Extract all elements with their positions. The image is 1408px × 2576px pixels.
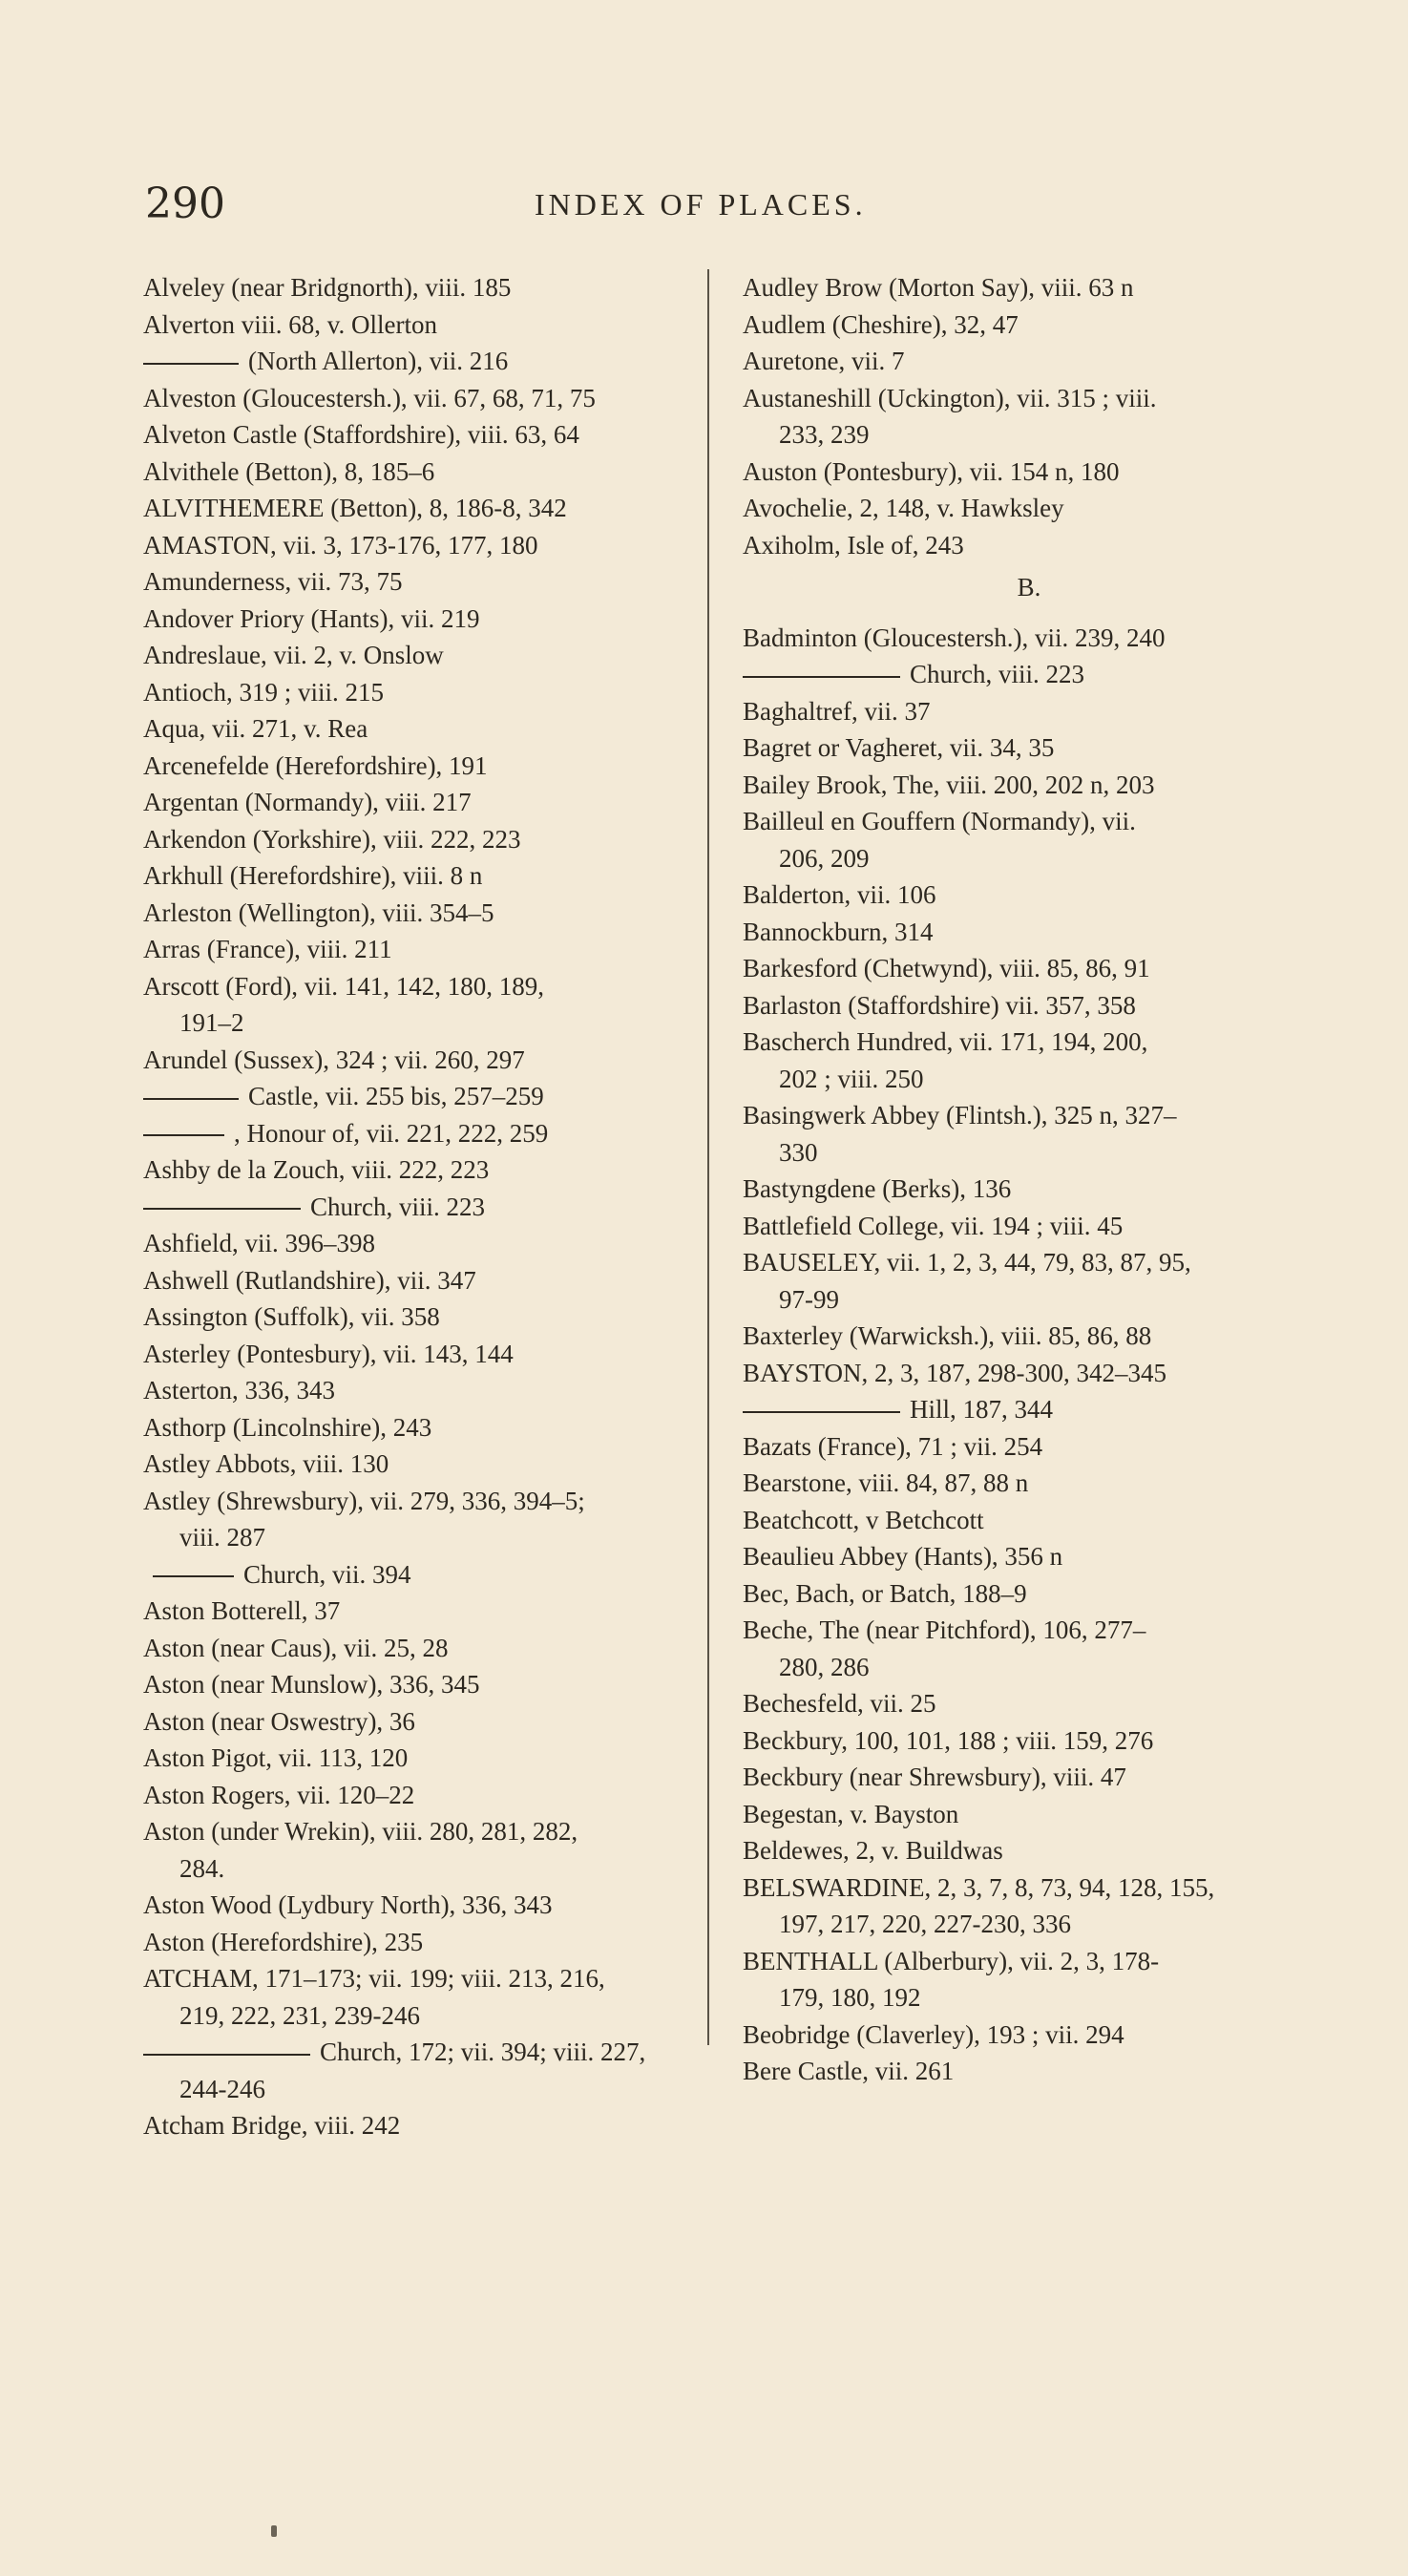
index-entry: viii. 287: [179, 1523, 266, 1552]
print-mark: [271, 2525, 277, 2537]
section-letter-heading: B.: [1017, 573, 1041, 602]
index-entry: Avochelie, 2, 148, v. Hawksley: [743, 494, 1064, 522]
index-entry: BAYSTON, 2, 3, 187, 298-300, 342–345: [743, 1358, 1167, 1387]
index-entry: Auretone, vii. 7: [743, 347, 905, 375]
index-entry: Aston Pigot, vii. 113, 120: [143, 1743, 409, 1772]
index-entry: Arcenefelde (Herefordshire), 191: [143, 750, 488, 780]
index-entry: Beckbury (near Shrewsbury), viii. 47: [743, 1763, 1126, 1791]
index-entry: Amunderness, vii. 73, 75: [143, 567, 403, 596]
index-entry: 206, 209: [779, 843, 870, 873]
index-entry: 197, 217, 220, 227-230, 336: [779, 1910, 1071, 1938]
index-entry: Church, viii. 223: [743, 656, 1315, 693]
index-entry: Bascherch Hundred, vii. 171, 194, 200,: [743, 1027, 1148, 1056]
index-entry: Baghaltref, vii. 37: [743, 696, 931, 726]
index-entry: 202 ; viii. 250: [779, 1064, 924, 1093]
ditto-rule: [143, 2054, 310, 2056]
ditto-rule: [143, 1098, 239, 1100]
index-entry: Church, vii. 394: [143, 1556, 702, 1594]
index-entry: 330: [779, 1137, 818, 1167]
left-column: [143, 269, 702, 2144]
index-entry: Asthorp (Lincolnshire), 243: [143, 1412, 432, 1442]
index-entry: BAUSELEY, vii. 1, 2, 3, 44, 79, 83, 87, 95,: [743, 1248, 1191, 1277]
ditto-rule: [743, 676, 900, 678]
index-entry: 280, 286: [779, 1652, 870, 1681]
index-entry: Beldewes, 2, v. Buildwas: [743, 1836, 1003, 1865]
index-entry: Arkendon (Yorkshire), viii. 222, 223: [143, 824, 521, 854]
index-entry: Aston (near Oswestry), 36: [143, 1706, 415, 1736]
index-entry: Bec, Bach, or Batch, 188–9: [743, 1578, 1027, 1608]
index-entry: Alverton viii. 68, v. Ollerton: [143, 309, 437, 339]
index-entry: Aston (under Wrekin), viii. 280, 281, 282,: [143, 1817, 578, 1846]
index-entry: Ashwell (Rutlandshire), vii. 347: [143, 1265, 476, 1295]
ditto-rule: [143, 1134, 224, 1136]
index-entry: Hill, 187, 344: [743, 1391, 1315, 1428]
index-entry: Church, 172; vii. 394; viii. 227,: [143, 2034, 702, 2071]
index-entry: Arleston (Wellington), viii. 354–5: [143, 897, 494, 927]
index-entry: Aston Botterell, 37: [143, 1596, 341, 1625]
index-entry: Asterley (Pontesbury), vii. 143, 144: [143, 1339, 514, 1368]
index-entry: (North Allerton), vii. 216: [143, 343, 702, 380]
index-entry: Beaulieu Abbey (Hants), 356 n: [743, 1542, 1063, 1571]
index-entry: Alveley (near Bridgnorth), viii. 185: [143, 273, 512, 302]
index-entry: , Honour of, vii. 221, 222, 259: [143, 1115, 702, 1152]
index-entry: Arscott (Ford), vii. 141, 142, 180, 189,: [143, 971, 544, 1001]
index-entry: Andover Priory (Hants), vii. 219: [143, 603, 480, 633]
index-entry: Beobridge (Claverley), 193 ; vii. 294: [743, 2019, 1124, 2049]
index-entry: 191–2: [179, 1008, 244, 1037]
index-entry: 97-99: [779, 1284, 839, 1314]
index-entry: Castle, vii. 255 bis, 257–259: [143, 1078, 702, 1115]
index-entry: Aqua, vii. 271, v. Rea: [143, 714, 368, 743]
index-entry: Bechesfeld, vii. 25: [743, 1689, 936, 1718]
index-entry: 284.: [179, 1853, 225, 1883]
index-entry: Bastyngdene (Berks), 136: [743, 1174, 1012, 1203]
index-entry: Andreslaue, vii. 2, v. Onslow: [143, 641, 444, 669]
index-entry: Arras (France), viii. 211: [143, 935, 392, 963]
index-entry: Bannockburn, 314: [743, 917, 934, 946]
index-entry: Beche, The (near Pitchford), 106, 277–: [743, 1615, 1146, 1644]
index-entry: Arundel (Sussex), 324 ; vii. 260, 297: [143, 1045, 525, 1074]
ditto-rule: [143, 363, 239, 365]
index-entry: Audlem (Cheshire), 32, 47: [743, 309, 1019, 339]
index-entry: Church, viii. 223: [143, 1189, 702, 1226]
index-entry: Aston (near Caus), vii. 25, 28: [143, 1633, 449, 1662]
index-entry: Assington (Suffolk), vii. 358: [143, 1302, 440, 1331]
index-entry: Antioch, 319 ; viii. 215: [143, 677, 384, 707]
index-entry: Astley (Shrewsbury), vii. 279, 336, 394–5;: [143, 1486, 585, 1515]
right-column: [743, 269, 1315, 2090]
index-entry: BELSWARDINE, 2, 3, 7, 8, 73, 94, 128, 155,: [743, 1872, 1215, 1902]
index-entry: ALVITHEMERE (Betton), 8, 186-8, 342: [143, 494, 567, 522]
index-entry: Bazats (France), 71 ; vii. 254: [743, 1431, 1043, 1461]
index-entry: Arkhull (Herefordshire), viii. 8 n: [143, 861, 483, 890]
index-entry: Asterton, 336, 343: [143, 1376, 335, 1404]
index-entry: Alveston (Gloucestersh.), vii. 67, 68, 71, 75: [143, 383, 596, 412]
index-entry: Axiholm, Isle of, 243: [743, 530, 964, 560]
index-entry: Balderton, vii. 106: [743, 880, 936, 909]
index-entry: Aston Wood (Lydbury North), 336, 343: [143, 1890, 553, 1919]
index-entry: Argentan (Normandy), viii. 217: [143, 788, 472, 816]
index-entry: 219, 222, 231, 239-246: [179, 2000, 420, 2030]
index-entry: Alveton Castle (Staffordshire), viii. 63, 64: [143, 420, 579, 449]
index-entry: Barkesford (Chetwynd), viii. 85, 86, 91: [743, 954, 1150, 982]
page-number: 290: [145, 179, 225, 228]
column-divider: [707, 269, 709, 2045]
index-entry: AMASTON, vii. 3, 173-176, 177, 180: [143, 530, 538, 560]
index-entry: Bailleul en Gouffern (Normandy), vii.: [743, 807, 1136, 835]
index-entry: Alvithele (Betton), 8, 185–6: [143, 456, 435, 486]
index-entry: Bailey Brook, The, viii. 200, 202 n, 203: [743, 770, 1155, 799]
index-entry: Ashby de la Zouch, viii. 222, 223: [143, 1155, 490, 1184]
index-entry: 233, 239: [779, 420, 870, 449]
index-entry: 244-246: [179, 2074, 265, 2103]
index-entry: Bere Castle, vii. 261: [743, 2057, 955, 2085]
index-entry: Basingwerk Abbey (Flintsh.), 325 n, 327–: [743, 1101, 1177, 1130]
page-header: [0, 179, 1408, 237]
index-entry: 179, 180, 192: [779, 1983, 921, 2012]
index-entry: Astley Abbots, viii. 130: [143, 1449, 389, 1478]
index-entry: BENTHALL (Alberbury), vii. 2, 3, 178-: [743, 1946, 1160, 1975]
index-entry: Aston (Herefordshire), 235: [143, 1927, 424, 1956]
running-title: INDEX OF PLACES.: [535, 187, 867, 222]
index-entry: ATCHAM, 171–173; vii. 199; viii. 213, 216,: [143, 1964, 605, 1993]
index-entry: Battlefield College, vii. 194 ; viii. 45: [743, 1211, 1124, 1240]
index-entry: Barlaston (Staffordshire) vii. 357, 358: [743, 990, 1136, 1020]
index-entry: Beckbury, 100, 101, 188 ; viii. 159, 276: [743, 1725, 1154, 1755]
ditto-rule: [743, 1411, 900, 1413]
index-entry: Beatchcott, v Betchcott: [743, 1505, 984, 1534]
index-entry: Begestan, v. Bayston: [743, 1799, 959, 1828]
index-entry: Bearstone, viii. 84, 87, 88 n: [743, 1468, 1029, 1497]
index-entry: Audley Brow (Morton Say), viii. 63 n: [743, 273, 1134, 302]
index-entry: Austaneshill (Uckington), vii. 315 ; viii.: [743, 383, 1157, 412]
index-entry: Aston Rogers, vii. 120–22: [143, 1780, 415, 1809]
ditto-rule: [153, 1575, 234, 1577]
index-entry: Atcham Bridge, viii. 242: [143, 2111, 401, 2140]
index-entry: Auston (Pontesbury), vii. 154 n, 180: [743, 456, 1120, 486]
index-entry: Badminton (Gloucestersh.), vii. 239, 240: [743, 623, 1166, 652]
ditto-rule: [143, 1208, 301, 1210]
index-entry: Bagret or Vagheret, vii. 34, 35: [743, 733, 1055, 762]
index-entry: Baxterley (Warwicksh.), viii. 85, 86, 88: [743, 1321, 1152, 1350]
index-entry: Aston (near Munslow), 336, 345: [143, 1670, 480, 1699]
index-entry: Ashfield, vii. 396–398: [143, 1229, 375, 1257]
